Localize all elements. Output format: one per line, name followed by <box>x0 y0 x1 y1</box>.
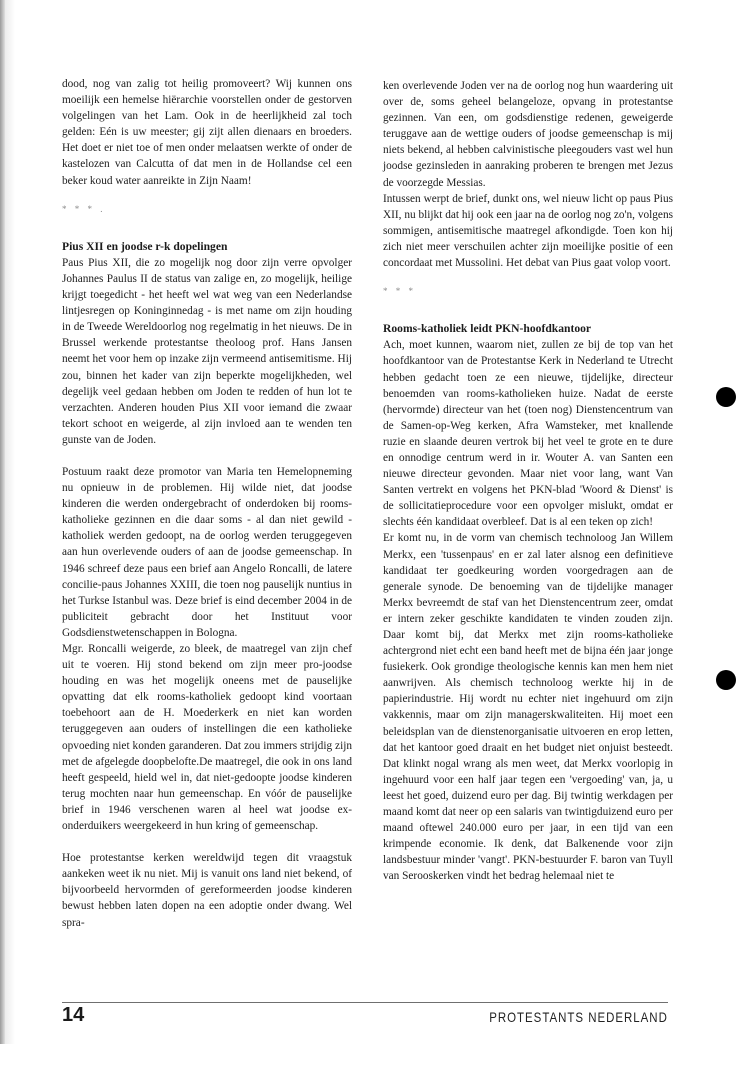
section-separator: * * * . <box>62 203 106 214</box>
article-heading-pkn: Rooms-katholiek leidt PKN-hoofdkantoor <box>383 322 592 336</box>
right-column <box>383 78 673 885</box>
magazine-name: PROTESTANTS NEDERLAND <box>489 1009 668 1025</box>
right-paragraph-4: Er komt nu, in de vorm van chemisch technoloog Jan Willem Merkx, een 'tussenpaus' en er zal later alsnog een definitieve kandidaat ter goedkeuring worden voorgedragen aan de generale synode. De benoeming van de tijdelijke manager Merkx bevreemdt de staf van het Dienstencentrum zeer, omdat er intern zeker geschikte kandidaten te vinden zouden zijn. Daar komt bij, dat Merkx met zijn rooms-katholieke achtergrond niet echt een band heeft met de bijna één jaar jonge fusiekerk. Ook grondige theologische kennis kan men hem niet aanwrijven. Als chemisch technoloog werkte hij in de papierindustrie. Hij wordt nu echter niet ingehuurd om zijn vakkennis, maar om zijn managerskwaliteiten. Hij moet een beleidsplan van de dienstenorganisatie uitvoeren en erop letten, dat het kantoor goed draait en het budget niet onjuist besteedt. Dat klinkt nogal wrang als men weet, dat Merkx voorlopig in ingehuurd voor een half jaar tegen een 'vergoeding' van, ja, u leest het goed, duizend euro per dag. Bij twintig werkdagen per maand komt dat neer op een salaris van twintigduizend euro per maand oftewel 240.000 euro per jaar, in een tijd van een krimpende economie. Ik denk, dat Balkenende voor zijn landsbestuur minder 'vangt'. PKN-bestuurder F. baron van Tuyll van Serooskerken vindt het bedrag helemaal niet te <box>383 532 673 883</box>
left-paragraph-3: Postuum raakt deze promotor van Maria ten Hemelopneming nu opnieuw in de problemen. Hij wilde niet, dat joodse kinderen die werden ondergebracht of onderdoken bij rooms-katholieke gezinnen en die daar soms - al dan niet gewild - katholiek werden gedoopt, na de oorlog werden teruggegeven aan hun overlevende ouders of aan de joodse gemeenschap. In 1946 schreef deze paus een brief aan Angelo Roncalli, de latere concilie-paus Johannes XXIII, die toen nog pauselijk nuntius in het Turkse Istanbul was. Deze brief is eind december 2004 in de publiciteit gebracht door het Instituut voor Godsdienstwetenschappen in Bologna. <box>62 465 352 639</box>
page-shadow <box>5 0 15 1045</box>
right-paragraph-2: Intussen werpt de brief, dunkt ons, wel nieuw licht op paus Pius XII, nu blijkt dat hij ook een jaar na de oorlog nog zo'n, volgens sommigen, antisemitische maatregel afkondigde. Toen kon hij zich niet meer verschuilen achter zijn moeilijke positie of een concordaat met Mussolini. Het debat van Pius gaat volop voort. <box>383 192 673 270</box>
left-column <box>62 76 352 931</box>
punch-hole-icon <box>716 670 736 690</box>
page-number: 14 <box>62 1004 85 1026</box>
page-bottom-margin <box>0 1044 738 1068</box>
left-paragraph-4: Mgr. Roncalli weigerde, zo bleek, de maatregel van zijn chef uit te voeren. Hij stond bekend om zijn meer pro-joodse houding en was het mogelijk oneens met de pauselijke opvatting dat elk rooms-katholiek gedoopt kind voortaan toebehoort aan de H. Moederkerk en niet kan worden teruggegeven aan ouders of instellingen die een katholieke opvoeding niet konden garanderen. Dat zou immers strijdig zijn met de afgelegde doopbelofte.De maatregel, die ook in ons land heeft gespeeld, hield wel in, dat niet-gedoopte joodse kinderen terug mochten naar hun gemeenschap. En vóór de pauselijke brief in 1946 verschenen waren al heel wat joodse ex-onderduikers weergekeerd in hun kring of gemeenschap. <box>62 643 352 833</box>
left-paragraph-5: Hoe protestantse kerken wereldwijd tegen dit vraagstuk aankeken weet ik nu niet. Mij is vanuit ons land niet bekend, of bijvoorbeeld hervormden of gereformeerden joodse kinderen bewust hebben laten dopen na een adoptie onder dwang. Wel spra- <box>62 852 352 929</box>
left-paragraph-2: Paus Pius XII, die zo mogelijk nog door zijn verre opvolger Johannes Paulus II de status van zalige en, zo mogelijk, heilige krijgt toegedicht - het heeft wel wat weg van een Nederlandse lintjesregen op Koninginnedag - is met name om zijn houding in de Tweede Wereldoorlog nog regelmatig in het nieuws. De in Brussel werkende protestantse theoloog prof. Hans Jansen neemt het voor hem op inzake zijn vermeend antisemitisme. Hij zou, binnen het kader van zijn beperkte mogelijkheden, wel degelijk veel gedaan hebben om Joden te redden of hun lot te verzachten. Anderen houden Pius XII voor iemand die zwaar tekort schoot en weigerde, al zijn invloed aan te wenden ten gunste van de Joden. <box>62 256 352 446</box>
section-separator: * * * <box>383 286 416 297</box>
right-paragraph-1: ken overlevende Joden ver na de oorlog nog hun waardering uit over de, soms geheel belangeloze, opvang in protestantse gezinnen. Van een, om godsdienstige redenen, geweigerde teruggave aan de wettige ouders of joodse gemeenschap is mij niets bekend, al hebben calvinistische pleegouders vast wel hun joodse gezinsleden in aanraking proberen te brengen met Jezus de voorzegde Messias. <box>383 80 673 189</box>
right-paragraph-3: Ach, moet kunnen, waarom niet, zullen ze bij de top van het hoofdkantoor van de Protestantse Kerk in Nederland te Utrecht hebben gedacht toen ze een nieuwe, tijdelijke, directeur benoemden van rooms-katholieken huize. Nadat de eerste (hervormde) directeur van het (toen nog) Dienstencentrum van de Samen-op-Weg kerken, Afra Wamsteker, met knallende ruzie en slaande deuren vertrok bij het veel te grote en te dure en onnodige centrum werd in ir. Wouter A. van Santen een nieuwe directeur gevonden. Maar niet voor lang, want Van Santen vertrekt en volgens het PKN-blad 'Woord & Dienst' is de sollicitatieprocedure voor een opvolger mislukt, omdat er slechts één kandidaat overbleef. Dat is al een teken op zich! <box>383 339 673 529</box>
footer-rule <box>62 1002 668 1003</box>
punch-hole-icon <box>716 387 736 407</box>
article-heading-pius: Pius XII en joodse r-k dopelingen <box>62 239 228 253</box>
left-paragraph-1: dood, nog van zalig tot heilig promoveert? Wij kunnen ons moeilijk een hemelse hiërarchie voorstellen onder de gestorven volgelingen van het Lam. Ook in de heerlijkheid zal toch gelden: Eén is uw meester; gij zijt allen dienaars en broeders. Het doet er niet toe of men onder melaatsen werkte of onder de kastelozen van Calcutta of dat men in de Hollandse cel een beker koud water aanreikte in Zijn Naam! <box>62 78 352 187</box>
